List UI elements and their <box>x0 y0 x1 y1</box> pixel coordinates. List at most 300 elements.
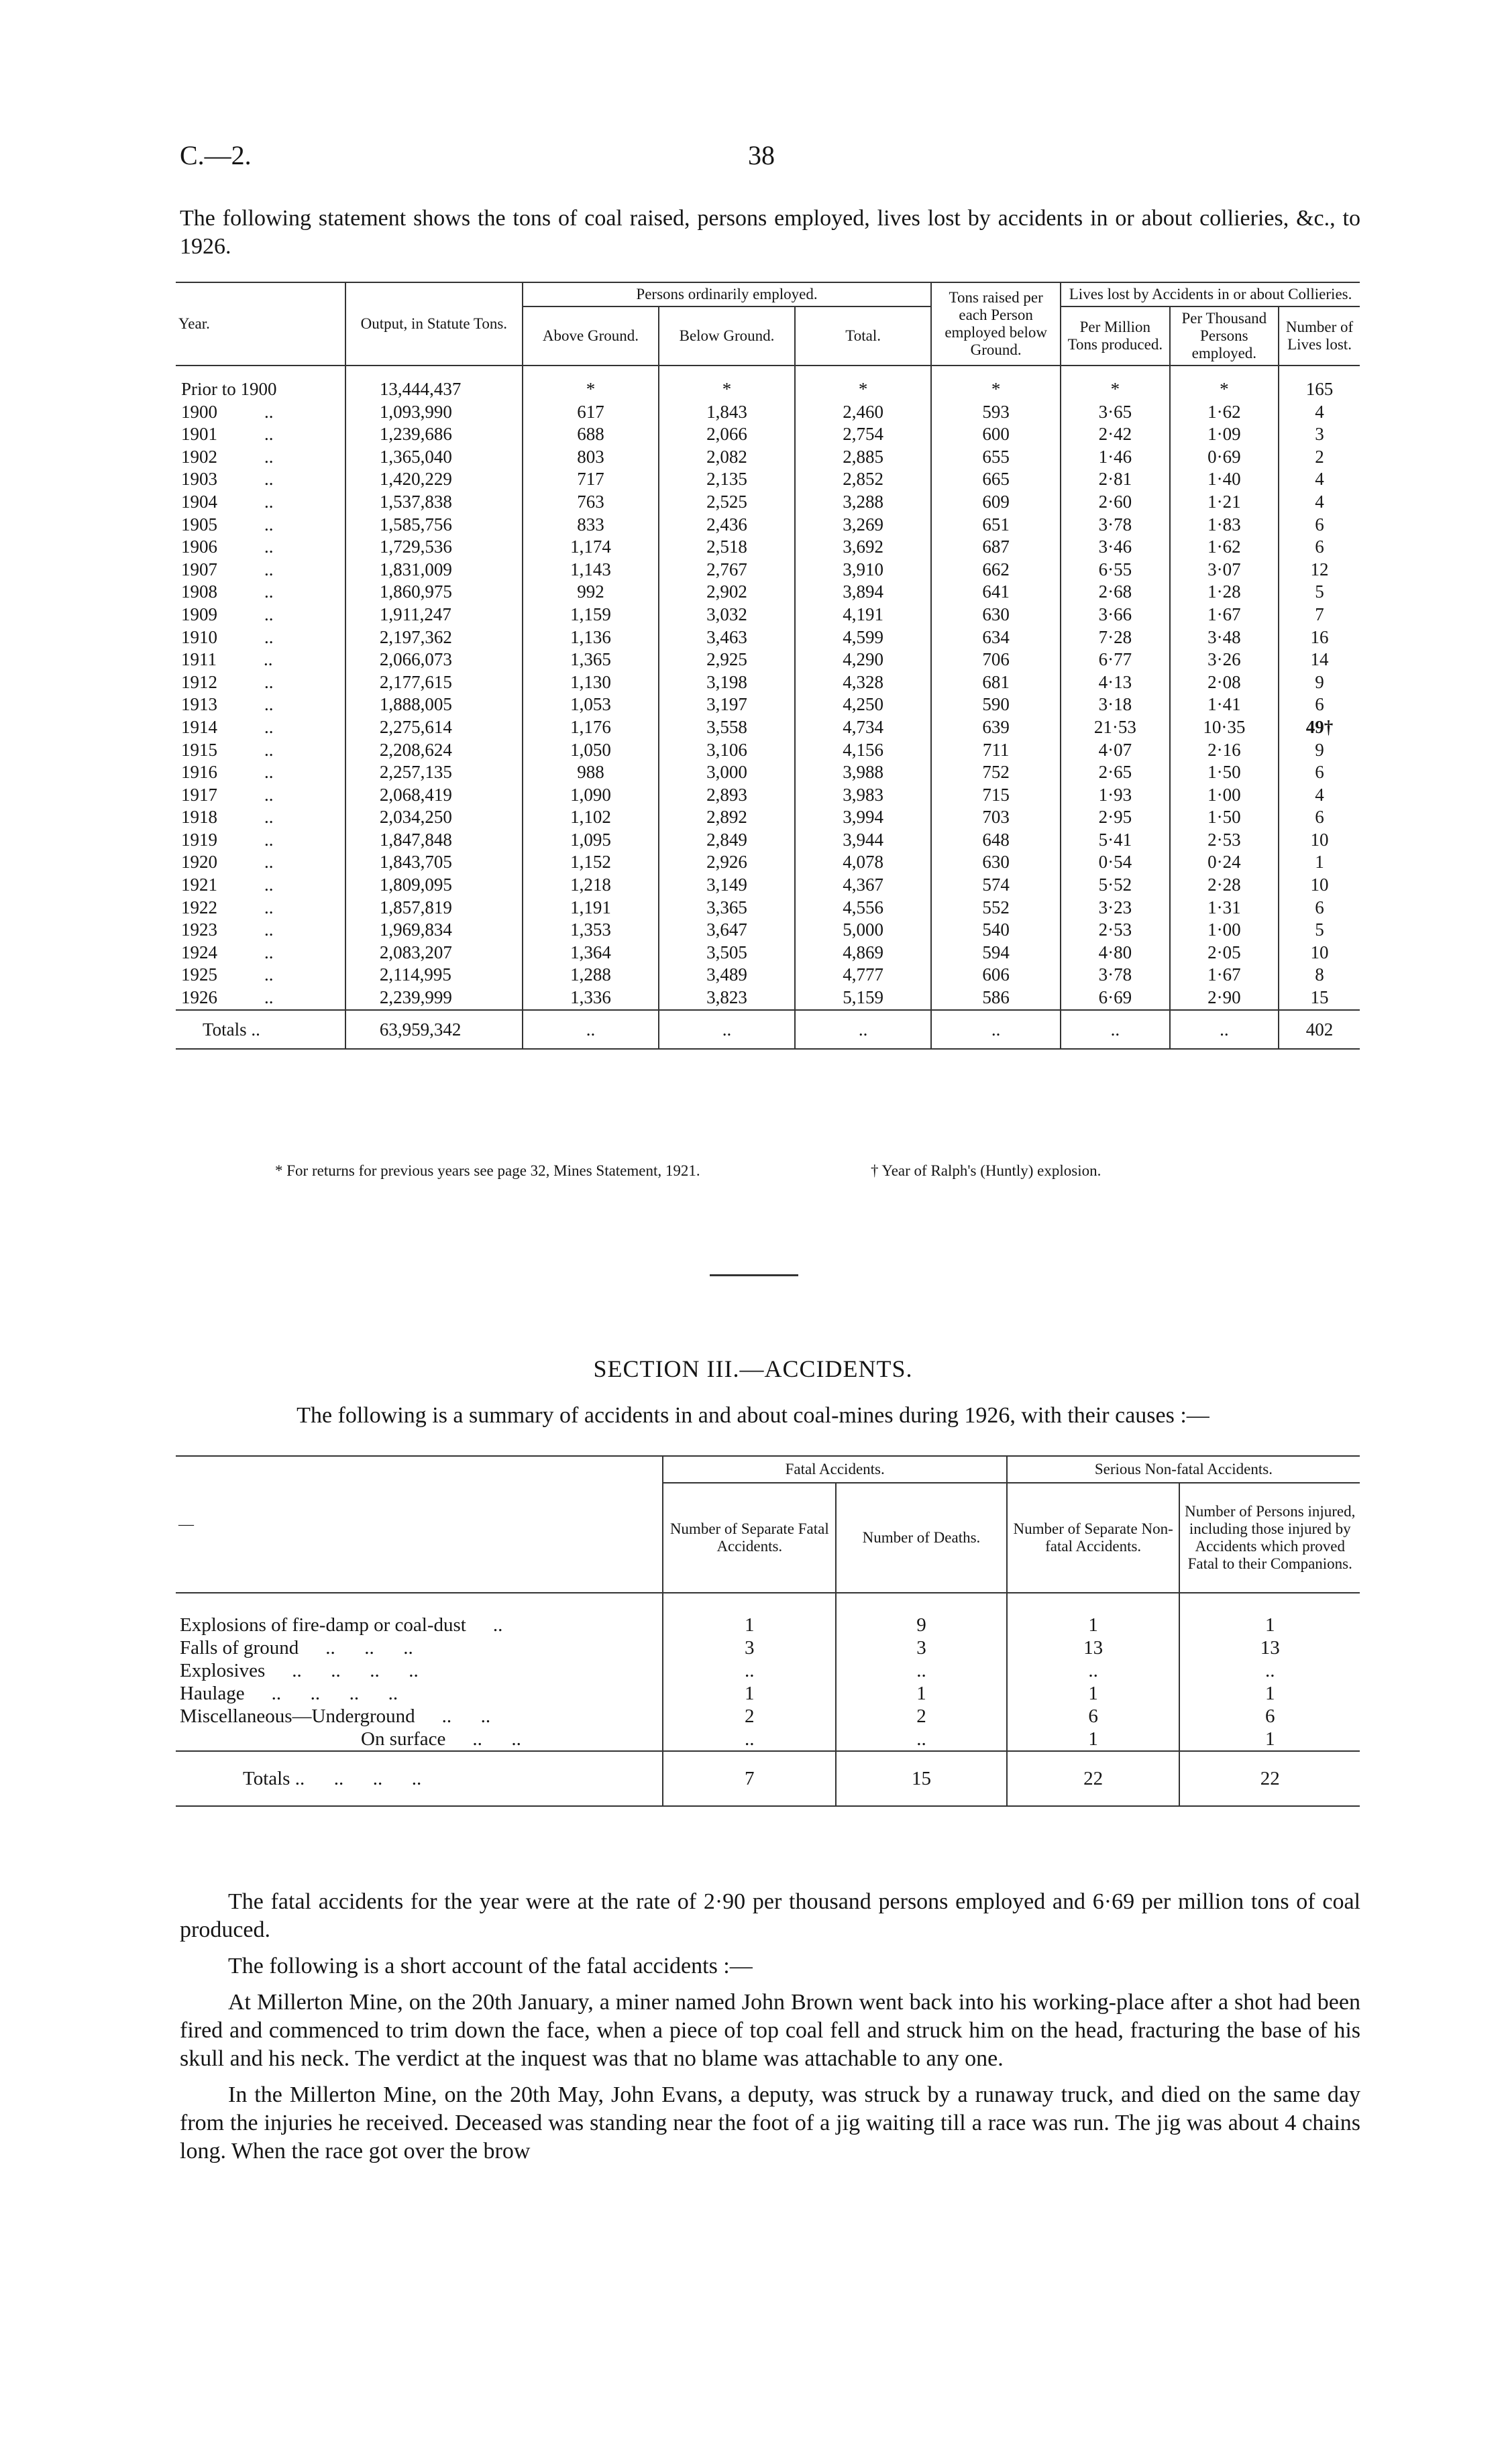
lives-cell: 165 <box>1279 378 1360 401</box>
below-cell: 3,489 <box>659 964 795 987</box>
above-cell: 1,336 <box>523 987 659 1010</box>
above-cell: 1,053 <box>523 693 659 716</box>
leader-dots: .. <box>264 829 274 850</box>
table-row <box>176 468 1360 491</box>
fatal-cell: .. <box>663 1659 836 1682</box>
cause-cell <box>176 1614 663 1636</box>
leader-dots: .. <box>264 807 274 828</box>
year-cell <box>176 514 345 537</box>
below-cell: 3,365 <box>659 897 795 919</box>
footnote-dagger: † Year of Ralph's (Huntly) explosion. <box>871 1162 1101 1179</box>
year-cell <box>176 649 345 671</box>
total-cell: 2,460 <box>795 401 931 424</box>
year-cell <box>176 378 345 401</box>
total-cell: 3,269 <box>795 514 931 537</box>
above-cell: 1,176 <box>523 716 659 739</box>
lives-cell: 6 <box>1279 693 1360 716</box>
col-group-fatal: Fatal Accidents. <box>663 1456 1006 1483</box>
per-thousand-cell: 1·50 <box>1170 806 1279 829</box>
leader-dots: .. .. .. .. <box>271 1683 398 1704</box>
tons-cell: 594 <box>931 942 1061 964</box>
spacer-cell <box>1179 1593 1360 1614</box>
total-cell: 3,288 <box>795 491 931 514</box>
year-value: 1904 <box>181 491 217 512</box>
table-row <box>176 536 1360 559</box>
lives-cell: 4 <box>1279 401 1360 424</box>
table-row <box>176 784 1360 807</box>
total-cell: * <box>795 378 931 401</box>
lives-cell: 16 <box>1279 626 1360 649</box>
leader-dots: .. <box>264 537 274 557</box>
total-cell: 2,885 <box>795 446 931 469</box>
total-cell: 4,556 <box>795 897 931 919</box>
year-value: 1916 <box>181 762 217 783</box>
tons-cell: 711 <box>931 739 1061 762</box>
per-thousand-cell: 2·90 <box>1170 987 1279 1010</box>
totals-output: 63,959,342 <box>345 1010 523 1049</box>
year-cell <box>176 987 345 1010</box>
cause-label: Explosives <box>180 1660 266 1681</box>
totals-lives: 402 <box>1279 1010 1360 1049</box>
per-thousand-cell: * <box>1170 378 1279 401</box>
year-value: 1923 <box>181 919 217 940</box>
table-row <box>176 942 1360 964</box>
tons-cell: * <box>931 378 1061 401</box>
lives-cell: 12 <box>1279 559 1360 581</box>
paragraph: At Millerton Mine, on the 20th January, a miner named John Brown went back into his working-place after a shot had been fired and commenced to trim down the face, when a piece of top coal fell and struck him on the head, fracturing the base of his skull and his neck. The verdict at the inquest was that no blame was attachable to any one. <box>180 1990 1360 2071</box>
below-cell: 3,000 <box>659 761 795 784</box>
lives-cell: 10 <box>1279 829 1360 852</box>
col-number-lives: Number of Lives lost. <box>1279 306 1360 366</box>
output-cell: 1,969,834 <box>345 919 523 942</box>
below-cell: 3,823 <box>659 987 795 1010</box>
section-title: SECTION III.—ACCIDENTS. <box>593 1355 913 1382</box>
below-cell: 3,463 <box>659 626 795 649</box>
tons-cell: 630 <box>931 851 1061 874</box>
output-cell: 1,843,705 <box>345 851 523 874</box>
injured-cell: 1 <box>1179 1614 1360 1636</box>
leader-dots: .. <box>264 424 274 445</box>
col-per-million: Per Million Tons produced. <box>1061 306 1169 366</box>
per-thousand-cell: 2·53 <box>1170 829 1279 852</box>
leader-dots: .. <box>264 446 274 467</box>
leader-dots: .. .. <box>472 1728 521 1750</box>
col-group-serious: Serious Non-fatal Accidents. <box>1007 1456 1360 1483</box>
cause-cell <box>176 1682 663 1705</box>
output-cell: 1,420,229 <box>345 468 523 491</box>
per-thousand-cell: 3·07 <box>1170 559 1279 581</box>
lives-cell: 6 <box>1279 897 1360 919</box>
table-row <box>176 987 1360 1010</box>
per-thousand-cell: 1·31 <box>1170 897 1279 919</box>
leader-dots: .. <box>264 942 274 962</box>
per-thousand-cell: 2·05 <box>1170 942 1279 964</box>
output-cell: 1,729,536 <box>345 536 523 559</box>
leader-dots: .. <box>264 919 274 940</box>
injured-cell: 1 <box>1179 1728 1360 1751</box>
per-million-cell: 3·78 <box>1061 964 1169 987</box>
year-value: 1918 <box>181 807 217 828</box>
spacer-cell <box>1061 366 1169 378</box>
tons-cell: 540 <box>931 919 1061 942</box>
injured-cell: .. <box>1179 1659 1360 1682</box>
total-cell: 4,599 <box>795 626 931 649</box>
below-cell: 2,925 <box>659 649 795 671</box>
table-row <box>176 739 1360 762</box>
per-thousand-cell: 10·35 <box>1170 716 1279 739</box>
col-fatal-separate: Number of Separate Fatal Accidents. <box>663 1483 836 1593</box>
year-value: 1924 <box>181 942 217 962</box>
tons-cell: 703 <box>931 806 1061 829</box>
deaths-cell: 9 <box>836 1614 1007 1636</box>
year-cell <box>176 491 345 514</box>
per-million-cell: 5·52 <box>1061 874 1169 897</box>
table-row <box>176 897 1360 919</box>
per-thousand-cell: 1·67 <box>1170 964 1279 987</box>
per-thousand-cell: 1·62 <box>1170 536 1279 559</box>
total-cell: 3,944 <box>795 829 931 852</box>
cause-label: On surface <box>361 1728 446 1750</box>
above-cell: 1,143 <box>523 559 659 581</box>
tons-cell: 648 <box>931 829 1061 852</box>
below-cell: 3,197 <box>659 693 795 716</box>
year-value: 1913 <box>181 694 217 715</box>
tons-cell: 593 <box>931 401 1061 424</box>
cause-label: Haulage <box>180 1683 245 1704</box>
body-text <box>180 1888 1360 2174</box>
col-year: Year. <box>176 282 345 366</box>
year-cell <box>176 604 345 626</box>
output-cell: 1,537,838 <box>345 491 523 514</box>
above-cell: * <box>523 378 659 401</box>
year-cell <box>176 919 345 942</box>
fatal-cell: 2 <box>663 1705 836 1728</box>
spacer-cell <box>663 1593 836 1614</box>
year-value: 1910 <box>181 626 217 647</box>
tons-cell: 665 <box>931 468 1061 491</box>
per-thousand-cell: 0·69 <box>1170 446 1279 469</box>
footnote-asterisk: * For returns for previous years see page 32, Mines Statement, 1921. <box>275 1162 700 1179</box>
col-tons-raised: Tons raised per each Person employed below Ground. <box>931 282 1061 366</box>
per-million-cell: 21·53 <box>1061 716 1169 739</box>
above-cell: 1,102 <box>523 806 659 829</box>
totals-nonfatal: 22 <box>1007 1751 1180 1806</box>
lives-cell: 14 <box>1279 649 1360 671</box>
per-thousand-cell: 1·09 <box>1170 423 1279 446</box>
per-thousand-cell: 1·41 <box>1170 693 1279 716</box>
table-row <box>176 806 1360 829</box>
year-value: 1908 <box>181 581 217 602</box>
cause-label: Falls of ground <box>180 1637 299 1659</box>
output-cell: 1,911,247 <box>345 604 523 626</box>
spacer-row <box>176 366 1360 378</box>
deaths-cell: 1 <box>836 1682 1007 1705</box>
output-cell: 2,257,135 <box>345 761 523 784</box>
above-cell: 1,095 <box>523 829 659 852</box>
table-row <box>176 423 1360 446</box>
lives-cell: 5 <box>1279 919 1360 942</box>
year-value: 1907 <box>181 559 217 579</box>
per-million-cell: 1·46 <box>1061 446 1169 469</box>
table-row <box>176 919 1360 942</box>
deaths-cell: .. <box>836 1659 1007 1682</box>
tons-cell: 590 <box>931 693 1061 716</box>
cause-cell <box>176 1705 663 1728</box>
tons-cell: 715 <box>931 784 1061 807</box>
year-value: 1903 <box>181 469 217 490</box>
leader-dots: .. <box>264 401 274 422</box>
per-million-cell: 2·68 <box>1061 581 1169 604</box>
below-cell: 2,902 <box>659 581 795 604</box>
deaths-cell: 2 <box>836 1705 1007 1728</box>
per-million-cell: 1·93 <box>1061 784 1169 807</box>
tons-cell: 662 <box>931 559 1061 581</box>
nonfatal-cell: 1 <box>1007 1682 1180 1705</box>
lives-cell: 4 <box>1279 491 1360 514</box>
output-cell: 2,066,073 <box>345 649 523 671</box>
year-cell <box>176 761 345 784</box>
above-cell: 617 <box>523 401 659 424</box>
per-million-cell: 2·60 <box>1061 491 1169 514</box>
per-million-cell: 4·80 <box>1061 942 1169 964</box>
col-nonfatal-separate: Number of Separate Non-fatal Accidents. <box>1007 1483 1180 1593</box>
injured-cell: 13 <box>1179 1636 1360 1659</box>
totals-total: .. <box>795 1010 931 1049</box>
leader-dots: .. <box>264 604 274 624</box>
above-cell: 1,159 <box>523 604 659 626</box>
year-cell <box>176 739 345 762</box>
total-cell: 4,156 <box>795 739 931 762</box>
output-cell: 1,831,009 <box>345 559 523 581</box>
leader-dots: .. .. .. .. <box>292 1660 419 1681</box>
totals-row <box>176 1010 1360 1049</box>
lives-cell: 4 <box>1279 468 1360 491</box>
totals-label: Totals .. .. .. .. <box>176 1751 663 1806</box>
per-million-cell: 3·18 <box>1061 693 1169 716</box>
per-thousand-cell: 2·08 <box>1170 671 1279 694</box>
lives-cell: 49† <box>1279 716 1360 739</box>
spacer-cell <box>1007 1593 1180 1614</box>
leader-dots: .. <box>264 987 274 1008</box>
cause-cell <box>176 1636 663 1659</box>
year-cell <box>176 536 345 559</box>
totals-fatal: 7 <box>663 1751 836 1806</box>
per-million-cell: 3·46 <box>1061 536 1169 559</box>
cause-cell <box>176 1728 663 1751</box>
totals-deaths: 15 <box>836 1751 1007 1806</box>
below-cell: 3,505 <box>659 942 795 964</box>
below-cell: 2,518 <box>659 536 795 559</box>
spacer-cell <box>1170 366 1279 378</box>
per-thousand-cell: 1·00 <box>1170 919 1279 942</box>
per-million-cell: 2·65 <box>1061 761 1169 784</box>
tons-cell: 552 <box>931 897 1061 919</box>
section-intro: The following is a summary of accidents in and about coal-mines during 1926, with their causes :— <box>297 1403 1209 1428</box>
above-cell: 1,130 <box>523 671 659 694</box>
table-row <box>176 581 1360 604</box>
tons-cell: 586 <box>931 987 1061 1010</box>
report-code: C.—2. <box>180 140 252 170</box>
above-cell: 1,136 <box>523 626 659 649</box>
table-row <box>176 491 1360 514</box>
above-cell: 988 <box>523 761 659 784</box>
table-row <box>176 1728 1360 1751</box>
spacer-cell <box>836 1593 1007 1614</box>
leader-dots: .. <box>492 1614 503 1636</box>
deaths-cell: 3 <box>836 1636 1007 1659</box>
leader-dots: .. <box>264 491 274 512</box>
nonfatal-cell: .. <box>1007 1659 1180 1682</box>
per-million-cell: 7·28 <box>1061 626 1169 649</box>
output-cell: 2,114,995 <box>345 964 523 987</box>
table-row <box>176 1682 1360 1705</box>
total-cell: 4,367 <box>795 874 931 897</box>
per-thousand-cell: 3·48 <box>1170 626 1279 649</box>
table-row <box>176 649 1360 671</box>
lives-cell: 6 <box>1279 536 1360 559</box>
per-million-cell: 5·41 <box>1061 829 1169 852</box>
per-thousand-cell: 1·83 <box>1170 514 1279 537</box>
above-cell: 1,174 <box>523 536 659 559</box>
year-cell <box>176 851 345 874</box>
per-thousand-cell: 1·28 <box>1170 581 1279 604</box>
leader-dots: .. <box>264 897 274 917</box>
year-cell <box>176 468 345 491</box>
table-row <box>176 671 1360 694</box>
above-cell: 1,353 <box>523 919 659 942</box>
year-value: 1921 <box>181 875 217 895</box>
paragraph: The fatal accidents for the year were at the rate of 2·90 per thousand persons employed and 6·69 per million tons of coal produced. <box>180 1889 1360 1942</box>
above-cell: 992 <box>523 581 659 604</box>
leader-dots: .. <box>264 559 274 579</box>
per-thousand-cell: 1·62 <box>1170 401 1279 424</box>
tons-cell: 634 <box>931 626 1061 649</box>
cause-cell <box>176 1659 663 1682</box>
table-row <box>176 964 1360 987</box>
total-cell: 2,852 <box>795 468 931 491</box>
deaths-cell: .. <box>836 1728 1007 1751</box>
below-cell: 2,135 <box>659 468 795 491</box>
below-cell: 2,436 <box>659 514 795 537</box>
lives-cell: 7 <box>1279 604 1360 626</box>
table-row <box>176 761 1360 784</box>
col-group-lives: Lives lost by Accidents in or about Collieries. <box>1061 282 1360 306</box>
year-value: 1902 <box>181 446 217 467</box>
tons-cell: 651 <box>931 514 1061 537</box>
per-million-cell: 3·66 <box>1061 604 1169 626</box>
spacer-cell <box>795 366 931 378</box>
year-cell <box>176 942 345 964</box>
nonfatal-cell: 1 <box>1007 1728 1180 1751</box>
paragraph: The following is a short account of the fatal accidents :— <box>228 1954 753 1978</box>
output-cell: 1,857,819 <box>345 897 523 919</box>
above-cell: 688 <box>523 423 659 446</box>
output-cell: 13,444,437 <box>345 378 523 401</box>
year-value: 1920 <box>181 852 217 873</box>
col-group-persons: Persons ordinarily employed. <box>523 282 931 306</box>
cause-label: Explosions of fire-damp or coal-dust <box>180 1614 466 1636</box>
lives-cell: 9 <box>1279 671 1360 694</box>
below-cell: * <box>659 378 795 401</box>
page-number: 38 <box>748 140 775 170</box>
per-million-cell: 4·13 <box>1061 671 1169 694</box>
year-cell <box>176 559 345 581</box>
lives-cell: 10 <box>1279 942 1360 964</box>
tons-cell: 574 <box>931 874 1061 897</box>
per-million-cell: 6·55 <box>1061 559 1169 581</box>
per-thousand-cell: 1·50 <box>1170 761 1279 784</box>
table-row <box>176 716 1360 739</box>
per-million-cell: 3·23 <box>1061 897 1169 919</box>
table-row <box>176 1636 1360 1659</box>
table-row <box>176 1659 1360 1682</box>
year-cell <box>176 784 345 807</box>
per-million-cell: 0·54 <box>1061 851 1169 874</box>
lives-cell: 6 <box>1279 806 1360 829</box>
leader-dots: .. <box>264 716 274 737</box>
total-cell: 4,734 <box>795 716 931 739</box>
year-cell <box>176 423 345 446</box>
nonfatal-cell: 1 <box>1007 1614 1180 1636</box>
above-cell: 833 <box>523 514 659 537</box>
nonfatal-cell: 13 <box>1007 1636 1180 1659</box>
below-cell: 2,066 <box>659 423 795 446</box>
accidents-summary-rows <box>176 1593 1360 1806</box>
below-cell: 3,198 <box>659 671 795 694</box>
total-cell: 3,994 <box>795 806 931 829</box>
above-cell: 1,218 <box>523 874 659 897</box>
total-cell: 3,692 <box>795 536 931 559</box>
below-cell: 2,525 <box>659 491 795 514</box>
col-persons-injured: Number of Persons injured, including those injured by Accidents which proved Fatal to their Companions. <box>1179 1483 1360 1593</box>
table-row <box>176 874 1360 897</box>
above-cell: 803 <box>523 446 659 469</box>
below-cell: 1,843 <box>659 401 795 424</box>
col-per-thousand: Per Thousand Persons employed. <box>1170 306 1279 366</box>
per-thousand-cell: 1·40 <box>1170 468 1279 491</box>
output-cell: 2,239,999 <box>345 987 523 1010</box>
totals-label: Totals .. <box>176 1010 345 1049</box>
leader-dots: .. <box>264 852 274 873</box>
output-cell: 1,809,095 <box>345 874 523 897</box>
total-cell: 4,250 <box>795 693 931 716</box>
per-million-cell: * <box>1061 378 1169 401</box>
year-value: 1926 <box>181 987 217 1008</box>
spacer-cell <box>176 366 345 378</box>
below-cell: 3,558 <box>659 716 795 739</box>
year-value: 1914 <box>181 716 217 737</box>
tons-cell: 609 <box>931 491 1061 514</box>
spacer-row <box>176 1593 1360 1614</box>
tons-cell: 606 <box>931 964 1061 987</box>
per-thousand-cell: 1·21 <box>1170 491 1279 514</box>
per-thousand-cell: 3·26 <box>1170 649 1279 671</box>
leader-dots: .. <box>264 964 274 985</box>
above-cell: 1,090 <box>523 784 659 807</box>
leader-dots: .. <box>264 671 274 692</box>
table-row <box>176 626 1360 649</box>
col-above-ground: Above Ground. <box>523 306 659 366</box>
tons-cell: 639 <box>931 716 1061 739</box>
year-cell <box>176 716 345 739</box>
year-value: 1919 <box>181 829 217 850</box>
lives-cell: 15 <box>1279 987 1360 1010</box>
year-value: Prior to 1900 <box>181 379 277 399</box>
col-output: Output, in Statute Tons. <box>345 282 523 366</box>
per-million-cell: 4·07 <box>1061 739 1169 762</box>
spacer-cell <box>523 366 659 378</box>
total-cell: 4,290 <box>795 649 931 671</box>
